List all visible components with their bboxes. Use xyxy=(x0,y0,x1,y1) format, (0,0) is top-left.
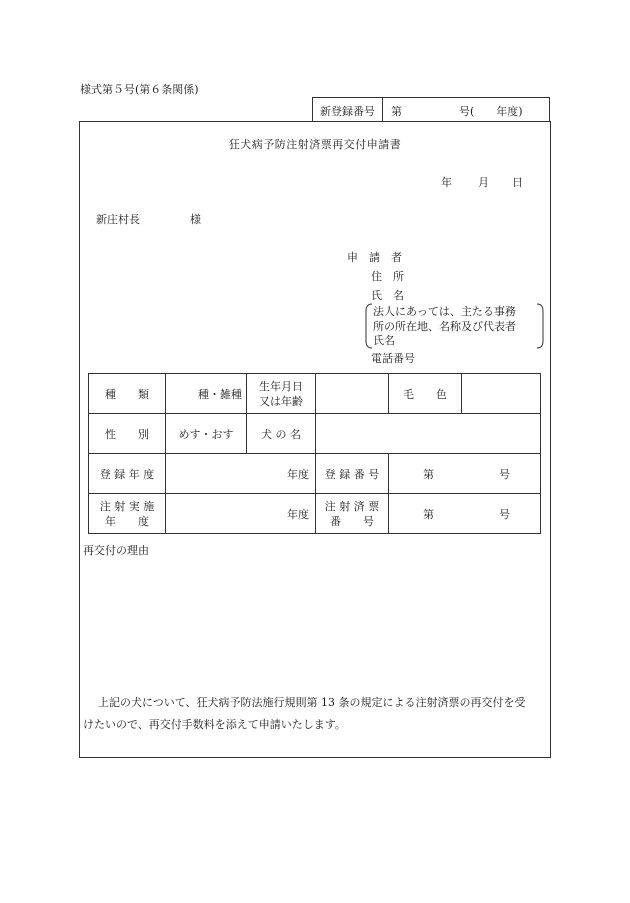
registration-dai: 第 xyxy=(391,105,402,118)
dog-name-value-cell xyxy=(316,414,541,454)
tag-number-label-line-1: 注 射 済 票 xyxy=(324,499,380,513)
date-month: 月 xyxy=(478,176,489,189)
tag-number-label-line-2: 番 号 xyxy=(330,514,374,528)
form-label: 様式第５号(第６条関係) xyxy=(80,83,199,96)
statement-line-2: けたいので、再交付手数料を添えて申請いたします。 xyxy=(83,718,346,731)
applicant-phone-label: 電話番号 xyxy=(371,352,415,365)
page-title: 狂犬病予防注射済票再交付申請書 xyxy=(228,138,402,151)
sex-value-cell xyxy=(166,414,247,454)
breed-label: 種・雑種 xyxy=(198,387,242,401)
injection-year-value-cell xyxy=(166,494,316,534)
breed-cell xyxy=(166,374,247,414)
reg-year-value-cell xyxy=(166,454,316,494)
color-value-cell xyxy=(462,374,541,414)
reg-number-label: 登 録 番 号 xyxy=(324,467,380,481)
tag-number-go: 号 xyxy=(499,507,510,521)
dog-name-label-cell xyxy=(247,414,316,454)
addressee-honorific: 様 xyxy=(190,213,201,226)
injection-year-label-line-1: 注 射 実 施 xyxy=(99,499,155,513)
reason-label: 再交付の理由 xyxy=(83,544,149,557)
sex-label-cell xyxy=(89,414,166,454)
injection-year-label-cell xyxy=(89,494,166,534)
table-row xyxy=(89,374,541,414)
sex-label: 性 別 xyxy=(105,427,149,441)
kind-label: 種 類 xyxy=(105,387,149,401)
color-label-cell xyxy=(389,374,462,414)
applicant-heading: 申 請 者 xyxy=(347,251,402,264)
applicant-address-label: 住 所 xyxy=(371,270,404,283)
addressee-name: 新庄村長 xyxy=(96,213,140,226)
registration-divider xyxy=(382,98,383,122)
date-day: 日 xyxy=(512,176,523,189)
tag-number-dai: 第 xyxy=(423,507,434,521)
table-row xyxy=(89,494,541,534)
color-label: 毛 色 xyxy=(403,387,447,401)
right-bracket-icon xyxy=(535,303,545,349)
reg-number-dai: 第 xyxy=(423,467,434,481)
dog-info-table xyxy=(88,373,541,534)
table-row xyxy=(89,454,541,494)
dog-name-label: 犬 の 名 xyxy=(261,427,301,441)
birth-label-cell xyxy=(247,374,316,414)
registration-number-box xyxy=(312,97,550,121)
birth-label-line-1: 生年月日 xyxy=(259,379,303,393)
registration-number-label: 新登録番号 xyxy=(320,105,375,118)
reg-number-label-cell xyxy=(316,454,389,494)
sex-value: めす・おす xyxy=(178,427,234,441)
corporate-note-line-1: 法人にあっては、主たる事務 xyxy=(373,305,516,318)
birth-value-cell xyxy=(316,374,389,414)
statement-line-1: 上記の犬について、狂犬病予防法施行規則第 13 条の規定による注射済票の再交付を受 xyxy=(98,696,526,709)
applicant-name-label: 氏 名 xyxy=(371,289,404,302)
table-row xyxy=(89,414,541,454)
kind-label-cell xyxy=(89,374,166,414)
corporate-note-line-2: 所の所在地、名称及び代表者 xyxy=(373,320,516,333)
tag-number-label-cell xyxy=(316,494,389,534)
reg-number-value-cell xyxy=(389,454,541,494)
injection-year-nendo: 年度 xyxy=(287,507,309,521)
reg-year-label-cell xyxy=(89,454,166,494)
date-year: 年 xyxy=(441,176,452,189)
reg-year-label: 登 録 年 度 xyxy=(99,467,155,481)
corporate-note-line-3: 氏名 xyxy=(373,334,395,347)
reg-number-go: 号 xyxy=(499,467,510,481)
registration-go-nendo: 号( 年度) xyxy=(459,105,523,118)
birth-label-line-2: 又は年齢 xyxy=(259,394,303,408)
tag-number-value-cell xyxy=(389,494,541,534)
injection-year-label-line-2: 年 度 xyxy=(105,514,149,528)
reg-year-nendo: 年度 xyxy=(287,467,309,481)
